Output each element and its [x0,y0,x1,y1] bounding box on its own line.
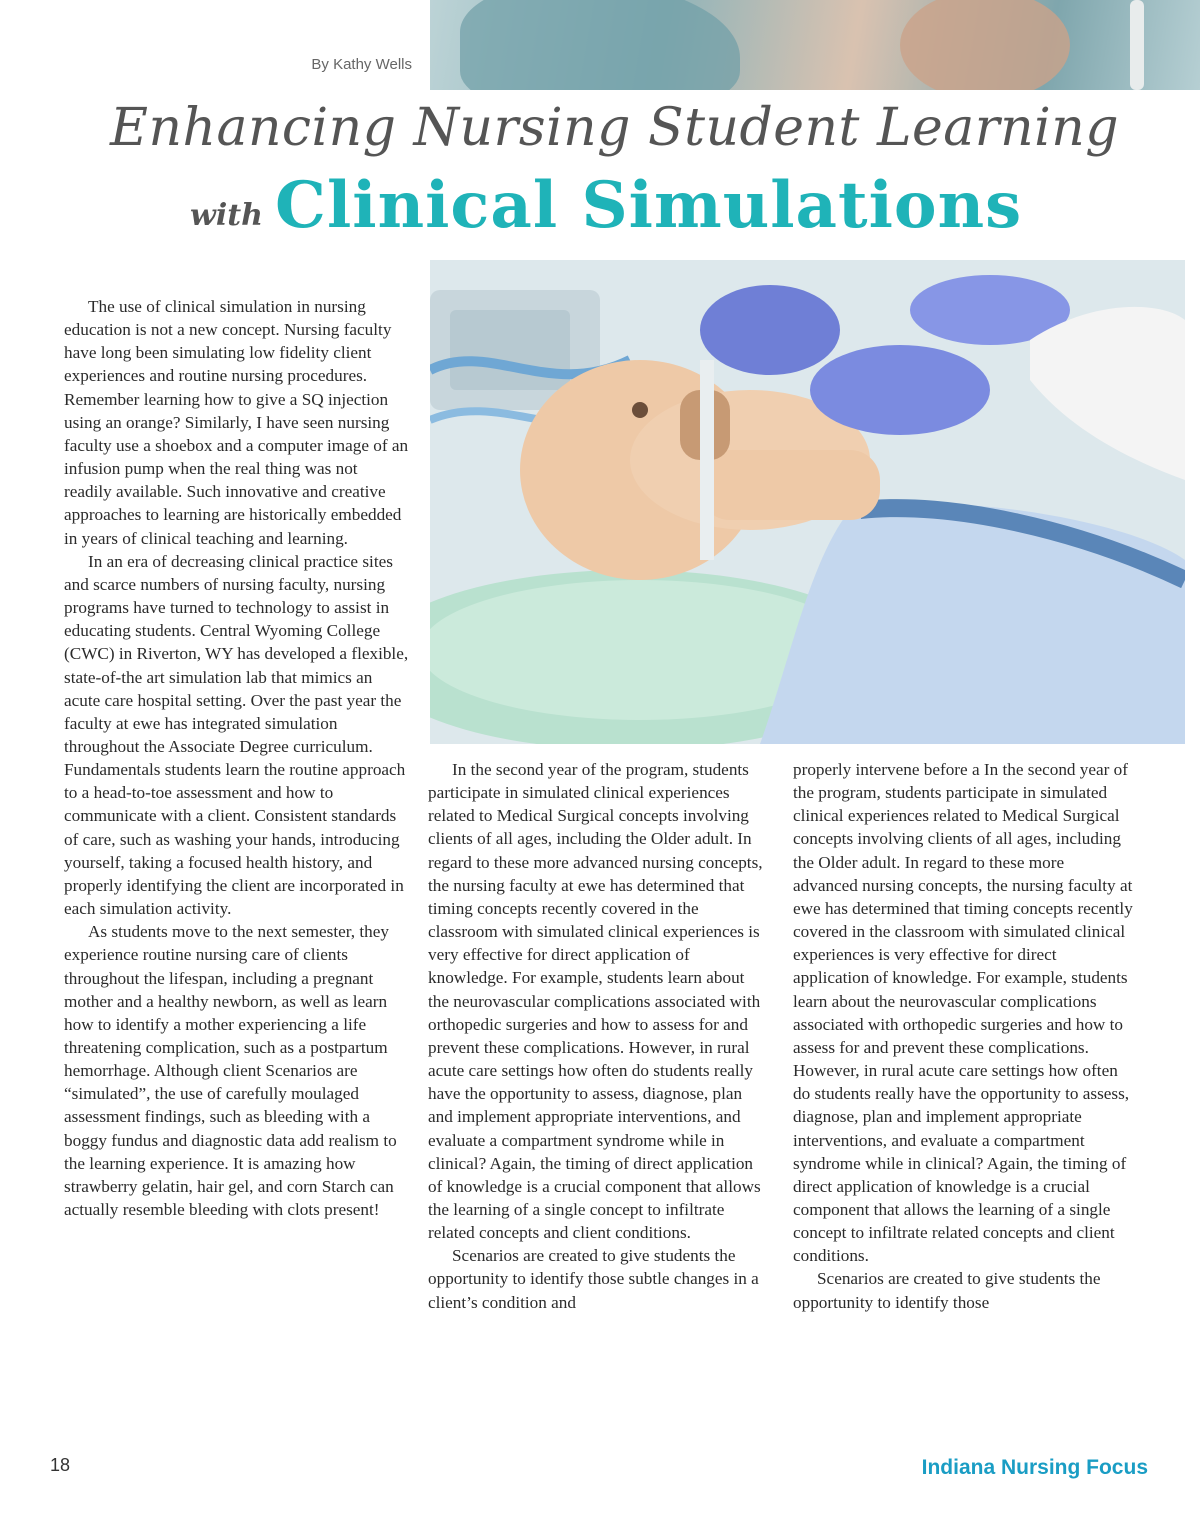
text-column-2 [428,758,768,1314]
text-column-3 [793,758,1133,1314]
paragraph: In an era of decreasing clinical practice sites and scarce numbers of nursing faculty, nursing programs have turned to technology to assist in educating students. Central Wyoming College (CWC) in Riverton, WY has developed a flexible, state-of-the art simulation lab that mimics an acute care hospital setting. Over the past year the faculty at ewe has integrated simulation throughout the Associate Degree curriculum. Fundamentals students learn the routine approach to a head-to-toe assessment and how to communicate with a client. Consistent standards of care, such as washing your hands, introducing yourself, taking a focused health history, and properly identifying the client are incorporated in each simulation activity. [64,551,409,919]
publication-name: Indiana Nursing Focus [921,1456,1148,1479]
paragraph: In the second year of the program, students participate in simulated clinical experiences related to Medical Surgical concepts involving clients of all ages, including the Older adult. In regard to these more advanced nursing concepts, the nursing faculty at ewe has determined that timing concepts recently covered in the classroom with simulated clinical experiences is very effective for direct application of knowledge. For example, students learn about the neurovascular complications associated with orthopedic surgeries and how to assess for and prevent these complications. However, in rural acute care settings how often do students really have the opportunity to assess, diagnose, plan and implement appropriate interventions, and evaluate a compartment syndrome while in clinical? Again, the timing of direct application of knowledge is a crucial component that allows the learning of a single concept to infiltrate related concepts and client conditions. [428,760,763,1243]
simulation-illustration [430,260,1185,744]
paragraph: properly intervene before a In the second year of the program, students participate in simulated clinical experiences related to Medical Surgical concepts involving clients of all ages, including the Older adult. In regard to these more advanced nursing concepts, the nursing faculty at ewe has determined that timing concepts recently covered in the classroom with simulated clinical experiences is very effective for direct application of knowledge. For example, students learn about the neurovascular complications associated with orthopedic surgeries and how to assess for and prevent these complications. However, in rural acute care settings how often do students really have the opportunity to assess, diagnose, plan and implement appropriate interventions, and evaluate a compartment syndrome while in clinical? Again, the timing of direct application of knowledge is a crucial component that allows the learning of a single concept to infiltrate related concepts and client conditions. [793,760,1133,1266]
article-title-with: with [190,198,263,233]
article-title-line2: Clinical Simulations [275,168,1023,243]
page-number: 18 [50,1455,71,1475]
paragraph: Scenarios are created to give students the opportunity to identify those subtle changes in a client’s condition and [428,1246,759,1312]
scrubs-shape [460,0,740,90]
text-column-1 [64,295,409,1221]
paragraph: The use of clinical simulation in nursing education is not a new concept. Nursing faculty have long been simulating low fidelity client experiences and routine nursing procedures. Remember learning how to give a SQ injection using an orange? Similarly, I have seen nursing faculty use a shoebox and a computer image of an infusion pump when the real thing was not readily available. Such innovative and creative approaches to learning are historically embedded in years of clinical teaching and learning. [64,297,409,548]
cord-shape [1130,0,1144,90]
paragraph: As students move to the next semester, they experience routine nursing care of clients throughout the lifespan, including a pregnant mother and a healthy newborn, as well as learn how to identify a mother experiencing a life threatening complication, such as a postpartum hemorrhage. Although client Scenarios are “simulated”, the use of carefully moulaged assessment findings, such as bleeding with a boggy fundus and diagnostic data add realism to the learning experience. It is amazing how strawberry gelatin, hair gel, and corn Starch can actually resemble bleeding with clots present! [64,922,397,1220]
arm-shape [900,0,1070,90]
paragraph: Scenarios are created to give students the opportunity to identify those [793,1269,1101,1312]
main-photo [430,260,1185,744]
byline: By Kathy Wells [311,56,412,73]
top-photo [430,0,1200,90]
article-title-line1: Enhancing Nursing Student Learning [110,98,1120,158]
